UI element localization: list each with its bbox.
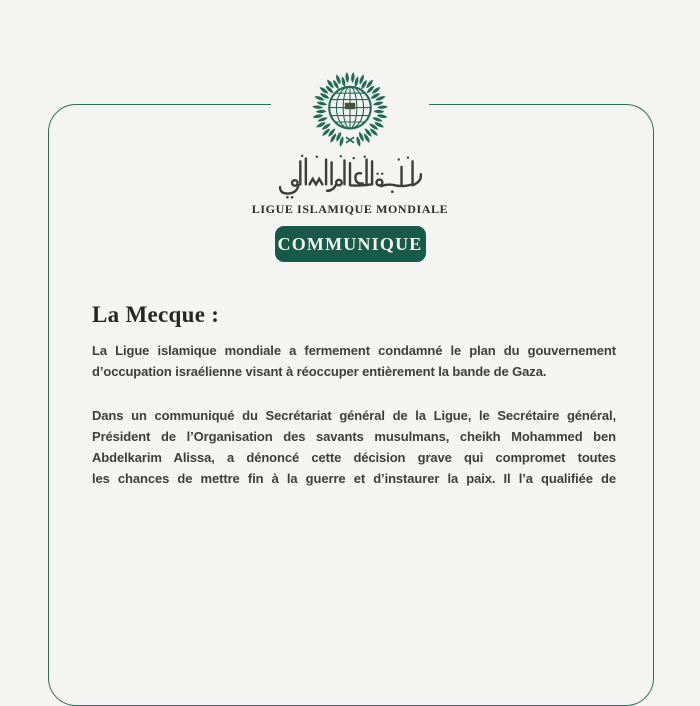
communique-badge: COMMUNIQUE	[275, 226, 426, 262]
globe-icon	[329, 87, 371, 129]
paragraph-2	[92, 405, 616, 489]
paragraph-line: les chances de mettre fin à la guerre et d’instaurer la paix. Il l’a qualifiée de	[92, 471, 616, 486]
paragraph-line: d’occupation israélienne visant à réoccuper entièrement la bande de Gaza.	[92, 364, 547, 379]
paragraph-line: Président de l’Organisation des savants musulmans, cheikh Mohammed ben	[92, 429, 616, 444]
dateline-heading: La Mecque :	[92, 302, 220, 327]
kaaba-icon	[345, 103, 355, 109]
arabic-calligraphy	[276, 154, 424, 200]
paragraph-line: Abdelkarim Alissa, a dénoncé cette décision grave qui compromet toutes	[92, 450, 616, 465]
paragraph-line: Dans un communiqué du Secrétariat général de la Ligue, le Secrétaire général,	[92, 408, 616, 423]
logo-block	[251, 68, 449, 262]
communique-content	[92, 302, 616, 489]
mwl-emblem-icon	[306, 70, 394, 150]
paragraph-1	[92, 340, 616, 382]
org-name-label: LIGUE ISLAMIQUE MONDIALE	[251, 202, 449, 216]
paragraph-line: La Ligue islamique mondiale a fermement condamné le plan du gouvernement	[92, 343, 616, 358]
